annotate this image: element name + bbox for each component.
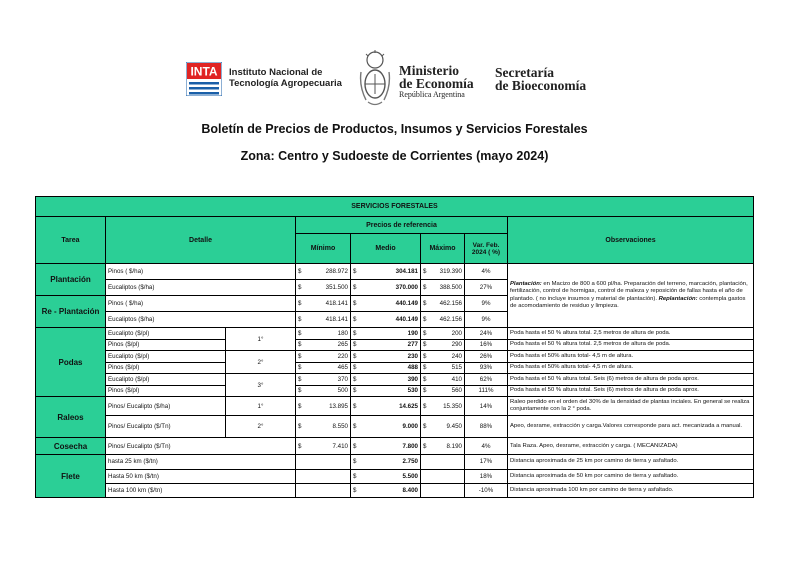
- header-observaciones: Observaciones: [508, 217, 754, 264]
- inta-institution-name: Instituto Nacional de Tecnología Agropecuaria: [229, 67, 342, 89]
- detalle-cell: Pinos ($/pl): [106, 340, 226, 352]
- currency-symbol: $: [298, 442, 302, 450]
- currency-symbol: $: [353, 329, 357, 337]
- price-min-cell: [296, 374, 351, 386]
- currency-symbol: $: [298, 423, 302, 430]
- detalle-cell: Pinos/ Eucalipto ($/Tn): [106, 416, 226, 438]
- price-min-value: 265: [337, 341, 348, 349]
- price-med-value: 277: [407, 341, 418, 349]
- detalle-cell: Eucalipto ($/pl): [106, 374, 226, 386]
- price-med-cell: [351, 397, 421, 416]
- currency-symbol: $: [298, 364, 302, 372]
- price-med-value: 390: [407, 375, 418, 383]
- price-med-cell: [351, 280, 421, 296]
- variation-cell: 4%: [465, 264, 508, 280]
- price-min-cell: [296, 328, 351, 340]
- currency-symbol: $: [353, 387, 357, 395]
- price-max-cell: [421, 374, 465, 386]
- currency-symbol: $: [353, 364, 357, 372]
- price-med-cell: [351, 363, 421, 375]
- observation-cell: Distancia aproximada de 25 km por camino de tierra y asfaltado.: [508, 455, 754, 470]
- inta-logo: [186, 62, 222, 96]
- header-detalle: Detalle: [106, 217, 296, 264]
- variation-cell: 14%: [465, 397, 508, 416]
- price-med-value: 8.400: [402, 487, 418, 494]
- price-max-cell: [421, 470, 465, 485]
- variation-cell: 93%: [465, 363, 508, 375]
- observation-cell: Poda hasta el 50 % altura total. 2,5 metros de altura de poda.: [508, 340, 754, 352]
- price-max-value: 15.350: [443, 402, 462, 410]
- price-max-value: 462.156: [439, 316, 462, 323]
- price-med-value: 370.000: [395, 284, 418, 291]
- currency-symbol: $: [353, 423, 357, 430]
- detalle-cell: Pinos/ Eucalipto ($/ha): [106, 397, 226, 416]
- price-min-cell: [296, 264, 351, 280]
- variation-cell: 24%: [465, 328, 508, 340]
- price-med-value: 488: [407, 364, 418, 372]
- currency-symbol: $: [423, 442, 427, 450]
- detalle-cell: Pinos ($/pl): [106, 386, 226, 398]
- observation-cell: Poda hasta el 50% altura total- 4,5 m de altura.: [508, 351, 754, 363]
- price-max-cell: [421, 397, 465, 416]
- currency-symbol: $: [423, 375, 427, 383]
- price-min-value: 8.550: [332, 423, 348, 430]
- price-min-value: 7.410: [332, 442, 348, 450]
- observation-cell: Raleo perdido en el orden del 30% de la densidad de plantas inciales. En general se realiza conjuntamente con la 2 ° poda.: [508, 397, 754, 416]
- price-min-value: 180: [337, 329, 348, 337]
- poda-order-1: 1°: [226, 328, 296, 351]
- header-maximo: Máximo: [421, 234, 465, 264]
- price-min-value: 370: [337, 375, 348, 383]
- observation-cell: Poda hasta el 50 % altura total. Seis (6) metros de altura de poda aprox.: [508, 386, 754, 398]
- forest-services-table: [35, 196, 754, 498]
- currency-symbol: $: [353, 458, 357, 466]
- currency-symbol: $: [353, 300, 357, 307]
- price-min-cell: [296, 416, 351, 438]
- price-min-value: 418.141: [325, 316, 348, 323]
- argentina-shield-icon: [358, 50, 392, 108]
- currency-symbol: $: [423, 300, 427, 307]
- section-title: SERVICIOS FORESTALES: [36, 197, 754, 217]
- currency-symbol: $: [298, 352, 302, 360]
- price-med-value: 9.000: [402, 423, 418, 430]
- price-min-cell: [296, 363, 351, 375]
- price-min-cell: [296, 312, 351, 328]
- currency-symbol: $: [353, 402, 357, 410]
- currency-symbol: $: [423, 387, 427, 395]
- price-max-value: 388.500: [439, 284, 462, 291]
- price-med-cell: [351, 296, 421, 312]
- currency-symbol: $: [423, 329, 427, 337]
- currency-symbol: $: [353, 284, 357, 291]
- detalle-cell: Pinos ( $/ha): [106, 296, 296, 312]
- detalle-cell: Eucalipto ($/pl): [106, 351, 226, 363]
- currency-symbol: $: [423, 341, 427, 349]
- price-min-value: 465: [337, 364, 348, 372]
- detalle-cell: hasta 25 km ($/tn): [106, 455, 296, 470]
- variation-cell: 16%: [465, 340, 508, 352]
- price-max-cell: [421, 416, 465, 438]
- currency-symbol: $: [298, 387, 302, 395]
- header-precios-referencia: Precios de referencia: [296, 217, 508, 234]
- price-min-cell: [296, 455, 351, 470]
- price-med-cell: [351, 340, 421, 352]
- variation-cell: 111%: [465, 386, 508, 398]
- detalle-cell: Eucaliptos ($/ha): [106, 280, 296, 296]
- observation-cell: Distancia aproximada de 50 km por camino de tierra y asfaltado.: [508, 470, 754, 485]
- ministerio-economia-name: Ministerio de Economía República Argentina: [399, 63, 474, 99]
- currency-symbol: $: [353, 472, 357, 480]
- price-med-value: 230: [407, 352, 418, 360]
- detalle-cell: Pinos/ Eucalipto ($/Tn): [106, 438, 296, 455]
- currency-symbol: $: [353, 487, 357, 494]
- price-max-cell: [421, 455, 465, 470]
- price-min-cell: [296, 484, 351, 498]
- price-min-cell: [296, 438, 351, 455]
- price-med-value: 440.149: [395, 300, 418, 307]
- currency-symbol: $: [423, 316, 427, 323]
- price-med-value: 14.625: [399, 402, 418, 410]
- detalle-cell: Eucaliptos ($/ha): [106, 312, 296, 328]
- price-min-cell: [296, 340, 351, 352]
- currency-symbol: $: [298, 341, 302, 349]
- header-medio: Medio: [351, 234, 421, 264]
- price-med-cell: [351, 328, 421, 340]
- task-flete: Flete: [36, 455, 106, 498]
- price-med-cell: [351, 484, 421, 498]
- header-minimo: Mínimo: [296, 234, 351, 264]
- price-max-cell: [421, 312, 465, 328]
- price-med-value: 304.181: [395, 268, 418, 275]
- price-max-value: 410: [451, 375, 462, 383]
- price-med-value: 530: [407, 387, 418, 395]
- price-min-cell: [296, 397, 351, 416]
- zone-subtitle: Zona: Centro y Sudoeste de Corrientes (mayo 2024): [240, 149, 549, 163]
- observation-cell: Apeo, desrame, extracción y carga.Valores corresponde para act. mecanizada a manual.: [508, 416, 754, 438]
- price-min-value: 500: [337, 387, 348, 395]
- price-max-cell: [421, 296, 465, 312]
- inta-logo-text: INTA: [190, 64, 218, 79]
- obs-plantacion: Plantación: en Macizo de 800 a 600 pl/ha. Preparación del terreno, marcación, plantación, fertilización, control de hormigas, control de maleza y reposición de fallas hasta el año de plantado. ( no incluye insumos y material de plantación). Replantación: contempla gastos de acomodamiento de residuo y limpieza.: [508, 264, 754, 328]
- price-med-value: 190: [407, 329, 418, 337]
- observation-cell: Tala Raza. Apeo, desrame, extracción y carga. ( MECANIZADA): [508, 438, 754, 455]
- raleo-order-cell: 1°: [226, 397, 296, 416]
- price-med-cell: [351, 264, 421, 280]
- currency-symbol: $: [353, 316, 357, 323]
- price-med-value: 440.149: [395, 316, 418, 323]
- price-max-value: 200: [451, 329, 462, 337]
- currency-symbol: $: [298, 284, 302, 291]
- currency-symbol: $: [353, 352, 357, 360]
- poda-order-2: 2°: [226, 351, 296, 374]
- price-med-value: 2.750: [402, 458, 418, 466]
- price-max-value: 240: [451, 352, 462, 360]
- price-med-cell: [351, 386, 421, 398]
- currency-symbol: $: [298, 329, 302, 337]
- currency-symbol: $: [353, 341, 357, 349]
- price-min-cell: [296, 351, 351, 363]
- task-plantacion: Plantación: [36, 264, 106, 296]
- observation-cell: Poda hasta el 50 % altura total. 2,5 metros de altura de poda.: [508, 328, 754, 340]
- variation-cell: 9%: [465, 312, 508, 328]
- currency-symbol: $: [423, 268, 427, 275]
- price-max-cell: [421, 328, 465, 340]
- document-title: Boletín de Precios de Productos, Insumos y Servicios Forestales: [201, 122, 588, 136]
- currency-symbol: $: [423, 284, 427, 291]
- task-cosecha: Cosecha: [36, 438, 106, 455]
- price-min-value: 220: [337, 352, 348, 360]
- currency-symbol: $: [298, 402, 302, 410]
- detalle-cell: Hasta 50 km ($/tn): [106, 470, 296, 485]
- currency-symbol: $: [298, 300, 302, 307]
- task-raleos: Raleos: [36, 397, 106, 438]
- price-med-cell: [351, 351, 421, 363]
- price-med-cell: [351, 312, 421, 328]
- currency-symbol: $: [423, 402, 427, 410]
- task-replantacion: Re - Plantación: [36, 296, 106, 328]
- price-min-value: 351.500: [325, 284, 348, 291]
- variation-cell: 9%: [465, 296, 508, 312]
- currency-symbol: $: [298, 268, 302, 275]
- price-max-value: 462.156: [439, 300, 462, 307]
- variation-cell: 26%: [465, 351, 508, 363]
- currency-symbol: $: [353, 442, 357, 450]
- price-min-cell: [296, 280, 351, 296]
- price-max-cell: [421, 264, 465, 280]
- detalle-cell: Eucalipto ($/pl): [106, 328, 226, 340]
- observation-cell: Poda hasta el 50 % altura total. Seis (6) metros de altura de poda aprox.: [508, 374, 754, 386]
- currency-symbol: $: [298, 316, 302, 323]
- detalle-cell: Pinos ($/pl): [106, 363, 226, 375]
- currency-symbol: $: [298, 375, 302, 383]
- task-podas: Podas: [36, 328, 106, 397]
- poda-order-3: 3°: [226, 374, 296, 397]
- variation-cell: 4%: [465, 438, 508, 455]
- price-med-cell: [351, 416, 421, 438]
- detalle-cell: Pinos ( $/ha): [106, 264, 296, 280]
- variation-cell: 27%: [465, 280, 508, 296]
- price-max-value: 515: [451, 364, 462, 372]
- currency-symbol: $: [423, 364, 427, 372]
- price-max-value: 8.190: [446, 442, 462, 450]
- raleo-order-cell: 2°: [226, 416, 296, 438]
- detalle-cell: Hasta 100 km ($/tn): [106, 484, 296, 498]
- header-tarea: Tarea: [36, 217, 106, 264]
- price-min-cell: [296, 386, 351, 398]
- variation-cell: 88%: [465, 416, 508, 438]
- currency-symbol: $: [423, 423, 427, 430]
- observation-cell: Poda hasta el 50% altura total- 4,5 m de altura.: [508, 363, 754, 375]
- price-min-value: 13.895: [329, 402, 348, 410]
- price-min-value: 418.141: [325, 300, 348, 307]
- price-med-cell: [351, 455, 421, 470]
- secretaria-bioeconomia-name: Secretaría de Bioeconomía: [495, 65, 587, 93]
- price-max-cell: [421, 438, 465, 455]
- price-med-cell: [351, 470, 421, 485]
- price-min-cell: [296, 296, 351, 312]
- currency-symbol: $: [353, 375, 357, 383]
- price-med-cell: [351, 438, 421, 455]
- observation-cell: Distancia aproximada 100 km por camino de tierra y asfaltado.: [508, 484, 754, 498]
- price-med-cell: [351, 374, 421, 386]
- price-max-cell: [421, 484, 465, 498]
- price-max-value: 560: [451, 387, 462, 395]
- currency-symbol: $: [353, 268, 357, 275]
- price-med-value: 5.500: [402, 472, 418, 480]
- price-max-cell: [421, 363, 465, 375]
- price-max-cell: [421, 386, 465, 398]
- price-max-cell: [421, 280, 465, 296]
- variation-cell: 17%: [465, 455, 508, 470]
- price-med-value: 7.800: [402, 442, 418, 450]
- price-max-value: 319.390: [439, 268, 462, 275]
- price-min-value: 288.972: [325, 268, 348, 275]
- price-min-cell: [296, 470, 351, 485]
- variation-cell: -10%: [465, 484, 508, 498]
- header-var-feb: Var. Feb. 2024 ( %): [465, 234, 508, 264]
- currency-symbol: $: [423, 352, 427, 360]
- variation-cell: 18%: [465, 470, 508, 485]
- price-max-cell: [421, 351, 465, 363]
- price-max-cell: [421, 340, 465, 352]
- price-max-value: 290: [451, 341, 462, 349]
- variation-cell: 62%: [465, 374, 508, 386]
- price-max-value: 9.450: [446, 423, 462, 430]
